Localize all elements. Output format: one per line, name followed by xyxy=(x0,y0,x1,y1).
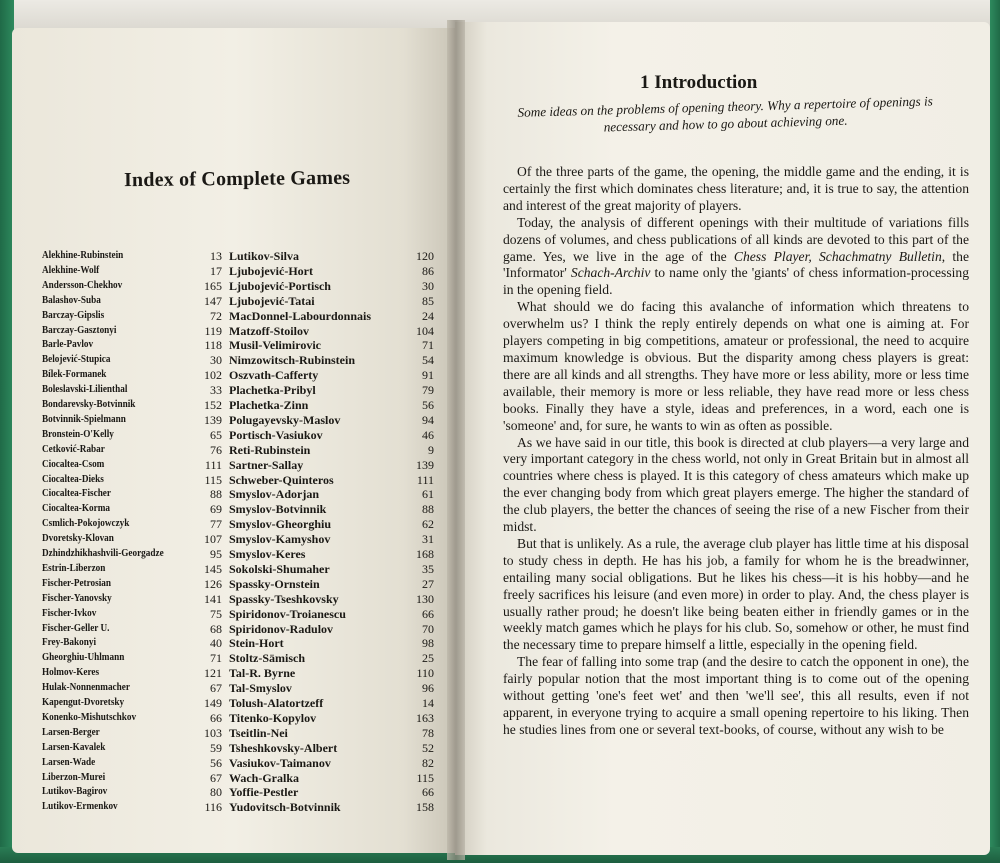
index-white-page: 66 xyxy=(210,710,222,725)
book-gutter xyxy=(447,20,465,860)
index-white-page: 147 xyxy=(204,293,222,308)
index-black-page: 158 xyxy=(416,800,434,815)
paragraph-text: Today, the analysis of different openings with their multitude of variations fills dozens of volumes, and chess publications of all kinds are devoted to this part of the game. Yes, we live in the age of the xyxy=(503,214,969,264)
index-white-entry: Botvinnik-Spielmann xyxy=(42,413,126,425)
index-black-entry: Smyslov-Kamyshov xyxy=(229,532,331,547)
paragraph: Of the three parts of the game, the opening, the middle game and the ending, it is certainly the first which dominates chess literature; and, it is true to say, the attention and interest of the great majority of players. xyxy=(503,164,969,213)
index-white-entry: Dzhindzhikhashvili-Georgadze xyxy=(42,548,164,559)
index-black-entry: Wach-Gralka xyxy=(229,770,300,785)
index-black-page: 104 xyxy=(416,323,434,338)
index-black-entry: Plachetka-Zinn xyxy=(229,398,309,412)
index-black-entry: Yudovitsch-Botvinnik xyxy=(229,800,341,815)
index-white-page: 149 xyxy=(204,696,222,710)
index-black-page: 78 xyxy=(422,725,434,740)
index-white-page: 68 xyxy=(210,621,222,636)
paragraph-text: , the 'Informator' xyxy=(503,248,969,281)
index-black-page: 88 xyxy=(422,502,434,517)
paragraph: The fear of falling into some trap (and the desire to catch the opponent in one), the fairly popular notion that the most important thing is to come out of the opening without getting 'one's feet wet' and then 'we'll see', this all results, even if not apparent, in everyone trying to acquire a small opening repertoire to his liking. Then he studies lines from one or several text-books, of course, without any wish to be xyxy=(503,654,969,737)
index-white-entry: Dvoretsky-Klovan xyxy=(42,533,114,545)
index-black-page: 91 xyxy=(422,368,434,383)
index-white-page: 69 xyxy=(210,502,222,517)
index-black-page: 94 xyxy=(422,412,434,427)
index-black-entry: Ljubojević-Hort xyxy=(229,263,313,278)
index-black-entry: Smyslov-Adorjan xyxy=(229,487,320,502)
index-white-page: 165 xyxy=(204,278,222,293)
index-black-page: 82 xyxy=(422,755,434,770)
book-cover-edge-right xyxy=(990,0,1000,863)
index-white-entry: Kapengut-Dvoretsky xyxy=(42,697,125,708)
index-white-page: 145 xyxy=(204,561,222,576)
index-white-page: 71 xyxy=(210,651,222,666)
index-white-entry: Liberzon-Murei xyxy=(42,771,106,783)
index-white-entry: Belojević-Stupica xyxy=(42,354,111,366)
index-white-page: 126 xyxy=(204,576,222,591)
index-black-page: 71 xyxy=(422,338,434,353)
index-black-entry: Stein-Hort xyxy=(229,636,284,651)
index-white-page: 95 xyxy=(210,547,222,561)
index-black-page: 96 xyxy=(422,681,434,696)
index-black-page: 9 xyxy=(428,442,434,457)
index-black-page: 14 xyxy=(422,696,434,710)
index-white-page: 13 xyxy=(210,249,222,263)
index-white-entry: Fischer-Geller U. xyxy=(42,622,110,634)
index-title: Index of Complete Games xyxy=(123,166,351,192)
index-white-entry: Alekhine-Wolf xyxy=(42,264,100,276)
index-black-page: 61 xyxy=(422,487,434,502)
index-white-entry: Ciocaltea-Korma xyxy=(42,503,110,515)
index-white-entry: Csmlich-Pokojowczyk xyxy=(42,518,130,530)
index-black-entry: Nimzowitsch-Rubinstein xyxy=(229,353,356,368)
index-black-entry: Reti-Rubinstein xyxy=(229,442,311,457)
index-black-page: 66 xyxy=(422,606,434,621)
index-black-page: 86 xyxy=(422,263,434,278)
left-page xyxy=(12,28,457,853)
index-black-entry: Spassky-Tseshkovsky xyxy=(229,591,339,606)
index-white-page: 59 xyxy=(210,740,222,755)
index-white-page: 67 xyxy=(210,770,222,785)
index-white-page: 152 xyxy=(204,398,222,412)
index-white-entry: Estrin-Liberzon xyxy=(42,562,106,574)
index-black-entry: Lutikov-Silva xyxy=(229,249,300,263)
chapter-subtitle: Some ideas on the problems of opening theory. Why a repertoire of openings is necessary and how to go about achieving one. xyxy=(517,93,933,135)
index-white-entry: Fischer-Petrosian xyxy=(42,577,111,589)
index-black-page: 139 xyxy=(416,457,434,472)
index-black-page: 25 xyxy=(422,651,434,666)
index-black-entry: Tal-Smyslov xyxy=(229,681,292,696)
chapter-title: 1 Introduction xyxy=(640,72,758,93)
index-white-entry: Barczay-Gasztonyi xyxy=(42,324,117,336)
index-black-entry: Tseitlin-Nei xyxy=(229,725,288,740)
index-white-entry: Boleslavski-Lilienthal xyxy=(42,384,128,396)
index-white-entry: Gheorghiu-Uhlmann xyxy=(42,652,125,664)
index-black-entry: Sokolski-Shumaher xyxy=(229,561,330,576)
index-white-page: 30 xyxy=(210,353,222,368)
index-white-entry: Larsen-Berger xyxy=(42,726,100,738)
index-white-page: 77 xyxy=(210,517,222,532)
index-white-page: 17 xyxy=(210,263,222,278)
index-black-entry: Polugayevsky-Maslov xyxy=(229,412,341,427)
index-black-entry: Oszvath-Cafferty xyxy=(229,368,319,383)
index-white-page: 65 xyxy=(210,427,222,442)
index-black-entry: Smyslov-Gheorghiu xyxy=(229,517,332,532)
paragraph: As we have said in our title, this book is directed at club players—a very large and very important category in the chess world, not only in Great Britain but in almost all countries where chess is played. It is this category of chess amateurs which make up the ever changing body from which great players emerge. The higher the standard of the club players, the better the chances of seeing the rise of a new Fischer from their midst. xyxy=(503,434,969,535)
index-white-page: 88 xyxy=(210,487,222,502)
index-black-page: 35 xyxy=(422,561,434,576)
index-black-page: 98 xyxy=(422,636,434,651)
index-black-page: 56 xyxy=(422,398,434,412)
index-black-page: 24 xyxy=(422,308,434,323)
paragraph xyxy=(503,215,969,300)
index-black-entry: Smyslov-Keres xyxy=(229,547,306,561)
index-white-page: 103 xyxy=(204,725,222,740)
index-black-page: 163 xyxy=(416,710,434,725)
index-white-entry: Fischer-Ivkov xyxy=(42,607,97,619)
index-white-page: 40 xyxy=(210,636,222,651)
index-black-entry: Musil-Velimirovic xyxy=(229,338,321,353)
index-black-entry: Tolush-Alatortzeff xyxy=(229,696,324,710)
index-white-page: 111 xyxy=(204,457,222,472)
index-black-page: 79 xyxy=(422,383,434,398)
index-black-entry: Portisch-Vasiukov xyxy=(229,427,323,442)
index-white-entry: Larsen-Kavalek xyxy=(42,741,106,753)
index-white-entry: Barle-Pavlov xyxy=(42,339,94,351)
index-black-page: 168 xyxy=(416,547,434,561)
index-white-entry: Frey-Bakonyi xyxy=(42,637,97,649)
index-white-page: 116 xyxy=(204,800,222,815)
paragraph-text: to name only the 'giants' of chess information-processing in the opening field. xyxy=(503,265,969,298)
index-black-page: 31 xyxy=(422,532,434,547)
index-white-page: 72 xyxy=(210,308,222,323)
index-white-entry: Fischer-Yanovsky xyxy=(42,592,112,604)
index-black-page: 111 xyxy=(416,472,434,487)
index-white-entry: Ciocaltea-Fischer xyxy=(42,488,111,500)
index-black-page: 130 xyxy=(416,591,434,606)
index-black-entry: Ljubojević-Tatai xyxy=(229,293,315,308)
index-white-page: 115 xyxy=(204,472,222,487)
index-white-page: 139 xyxy=(204,412,222,427)
index-black-entry: Sartner-Sallay xyxy=(229,457,304,472)
italic-title: Chess Player, Schachmatny Bulletin xyxy=(733,248,942,264)
index-black-page: 62 xyxy=(422,517,434,532)
index-black-page: 85 xyxy=(422,293,434,308)
index-black-entry: Spiridonov-Troianescu xyxy=(229,606,346,621)
index-black-entry: Matzoff-Stoilov xyxy=(229,323,309,338)
index-black-entry: Smyslov-Botvinnik xyxy=(229,502,327,517)
index-black-page: 30 xyxy=(422,278,434,293)
right-page xyxy=(455,22,990,855)
index-white-page: 121 xyxy=(204,666,222,681)
index-black-page: 66 xyxy=(422,785,434,800)
index-white-entry: Bronstein-O'Kelly xyxy=(42,428,114,440)
index-black-page: 115 xyxy=(416,770,434,785)
index-black-page: 70 xyxy=(422,621,434,636)
index-white-entry: Lutikov-Bagirov xyxy=(42,786,108,798)
index-white-entry: Cetković-Rabar xyxy=(42,443,105,455)
index-black-page: 120 xyxy=(416,249,434,263)
italic-title: Schach-Archiv xyxy=(570,265,651,281)
index-black-entry: Stoltz-Sämisch xyxy=(229,651,305,666)
index-black-entry: Titenko-Kopylov xyxy=(229,710,317,725)
paragraph: But that is unlikely. As a rule, the average club player has little time at his disposal to study chess in depth. He has his job, a family for whom he is the breadwinner, entailing many social obligations. But he likes his chess—it is his hobby—and he freely sacrifices his leisure (and even more) in order to play. And, the chess player is usually rather proud; he doesn't like being beaten either in friendly games or in the weekly match games which he plays for his club. So, somehow or other, he must find the necessary time to prepare himself a little, especially in the opening field. xyxy=(503,535,969,653)
index-white-page: 119 xyxy=(204,323,222,338)
index-white-entry: Larsen-Wade xyxy=(42,756,96,768)
index-white-entry: Barczay-Gipslis xyxy=(42,309,105,321)
index-black-page: 27 xyxy=(422,576,434,591)
index-black-page: 52 xyxy=(422,740,434,755)
index-white-page: 76 xyxy=(210,442,222,457)
index-white-entry: Alekhine-Rubinstein xyxy=(42,250,124,261)
index-black-page: 54 xyxy=(422,353,434,368)
index-white-entry: Konenko-Mishutschkov xyxy=(42,711,137,723)
index-black-entry: Vasiukov-Taimanov xyxy=(229,755,331,770)
index-white-page: 67 xyxy=(210,681,222,696)
index-white-page: 107 xyxy=(204,532,222,547)
index-black-entry: Tal-R. Byrne xyxy=(229,666,296,681)
index-white-entry: Lutikov-Ermenkov xyxy=(42,801,118,813)
index-white-entry: Bondarevsky-Botvinnik xyxy=(42,399,136,410)
index-black-entry: Yoffie-Pestler xyxy=(229,785,299,800)
index-black-entry: Tsheshkovsky-Albert xyxy=(229,740,338,755)
index-black-page: 46 xyxy=(422,427,434,442)
index-black-page: 110 xyxy=(416,666,434,681)
index-white-entry: Ciocaltea-Dieks xyxy=(42,473,104,485)
index-white-entry: Holmov-Keres xyxy=(42,667,100,679)
index-black-entry: Ljubojević-Portisch xyxy=(229,278,331,293)
index-white-page: 141 xyxy=(204,591,222,606)
index-white-entry: Bílek-Formanek xyxy=(42,369,107,381)
index-white-entry: Balashov-Suba xyxy=(42,294,101,306)
index-black-entry: Spassky-Ornstein xyxy=(229,576,320,591)
index-white-page: 75 xyxy=(210,606,222,621)
index-white-entry: Andersson-Chekhov xyxy=(42,279,123,291)
index-white-page: 118 xyxy=(204,338,222,353)
index-white-page: 102 xyxy=(204,368,222,383)
chapter-body xyxy=(503,164,969,739)
index-black-entry: Spiridonov-Radulov xyxy=(229,621,334,636)
paragraph: What should we do facing this avalanche of information which threatens to overwhelm us? I think the reply entirely depends on what one is aiming at. For players competing in big competitions, amateur or professional, the need to acquire maximum knowledge is obvious. But the disparity among chess players is great: there are all kinds and all strengths. They have more or less ability, more or less time available, their memory is more or less reliable, they have read more or less chess books. Finally they have a style, ideas and preferences, in a word, each one is 'someone' and, for sure, he wants to win as often as possible. xyxy=(503,299,969,433)
index-white-entry: Ciocaltea-Csom xyxy=(42,458,105,470)
index-black-entry: Schweber-Quinteros xyxy=(229,472,334,487)
index-white-page: 56 xyxy=(210,755,222,770)
index-white-page: 33 xyxy=(210,383,222,398)
index-white-page: 80 xyxy=(210,785,222,800)
index-black-entry: MacDonnel-Labourdonnais xyxy=(229,308,372,323)
index-white-entry: Hulak-Nonnenmacher xyxy=(42,682,130,694)
index-black-entry: Plachetka-Pribyl xyxy=(229,383,316,398)
